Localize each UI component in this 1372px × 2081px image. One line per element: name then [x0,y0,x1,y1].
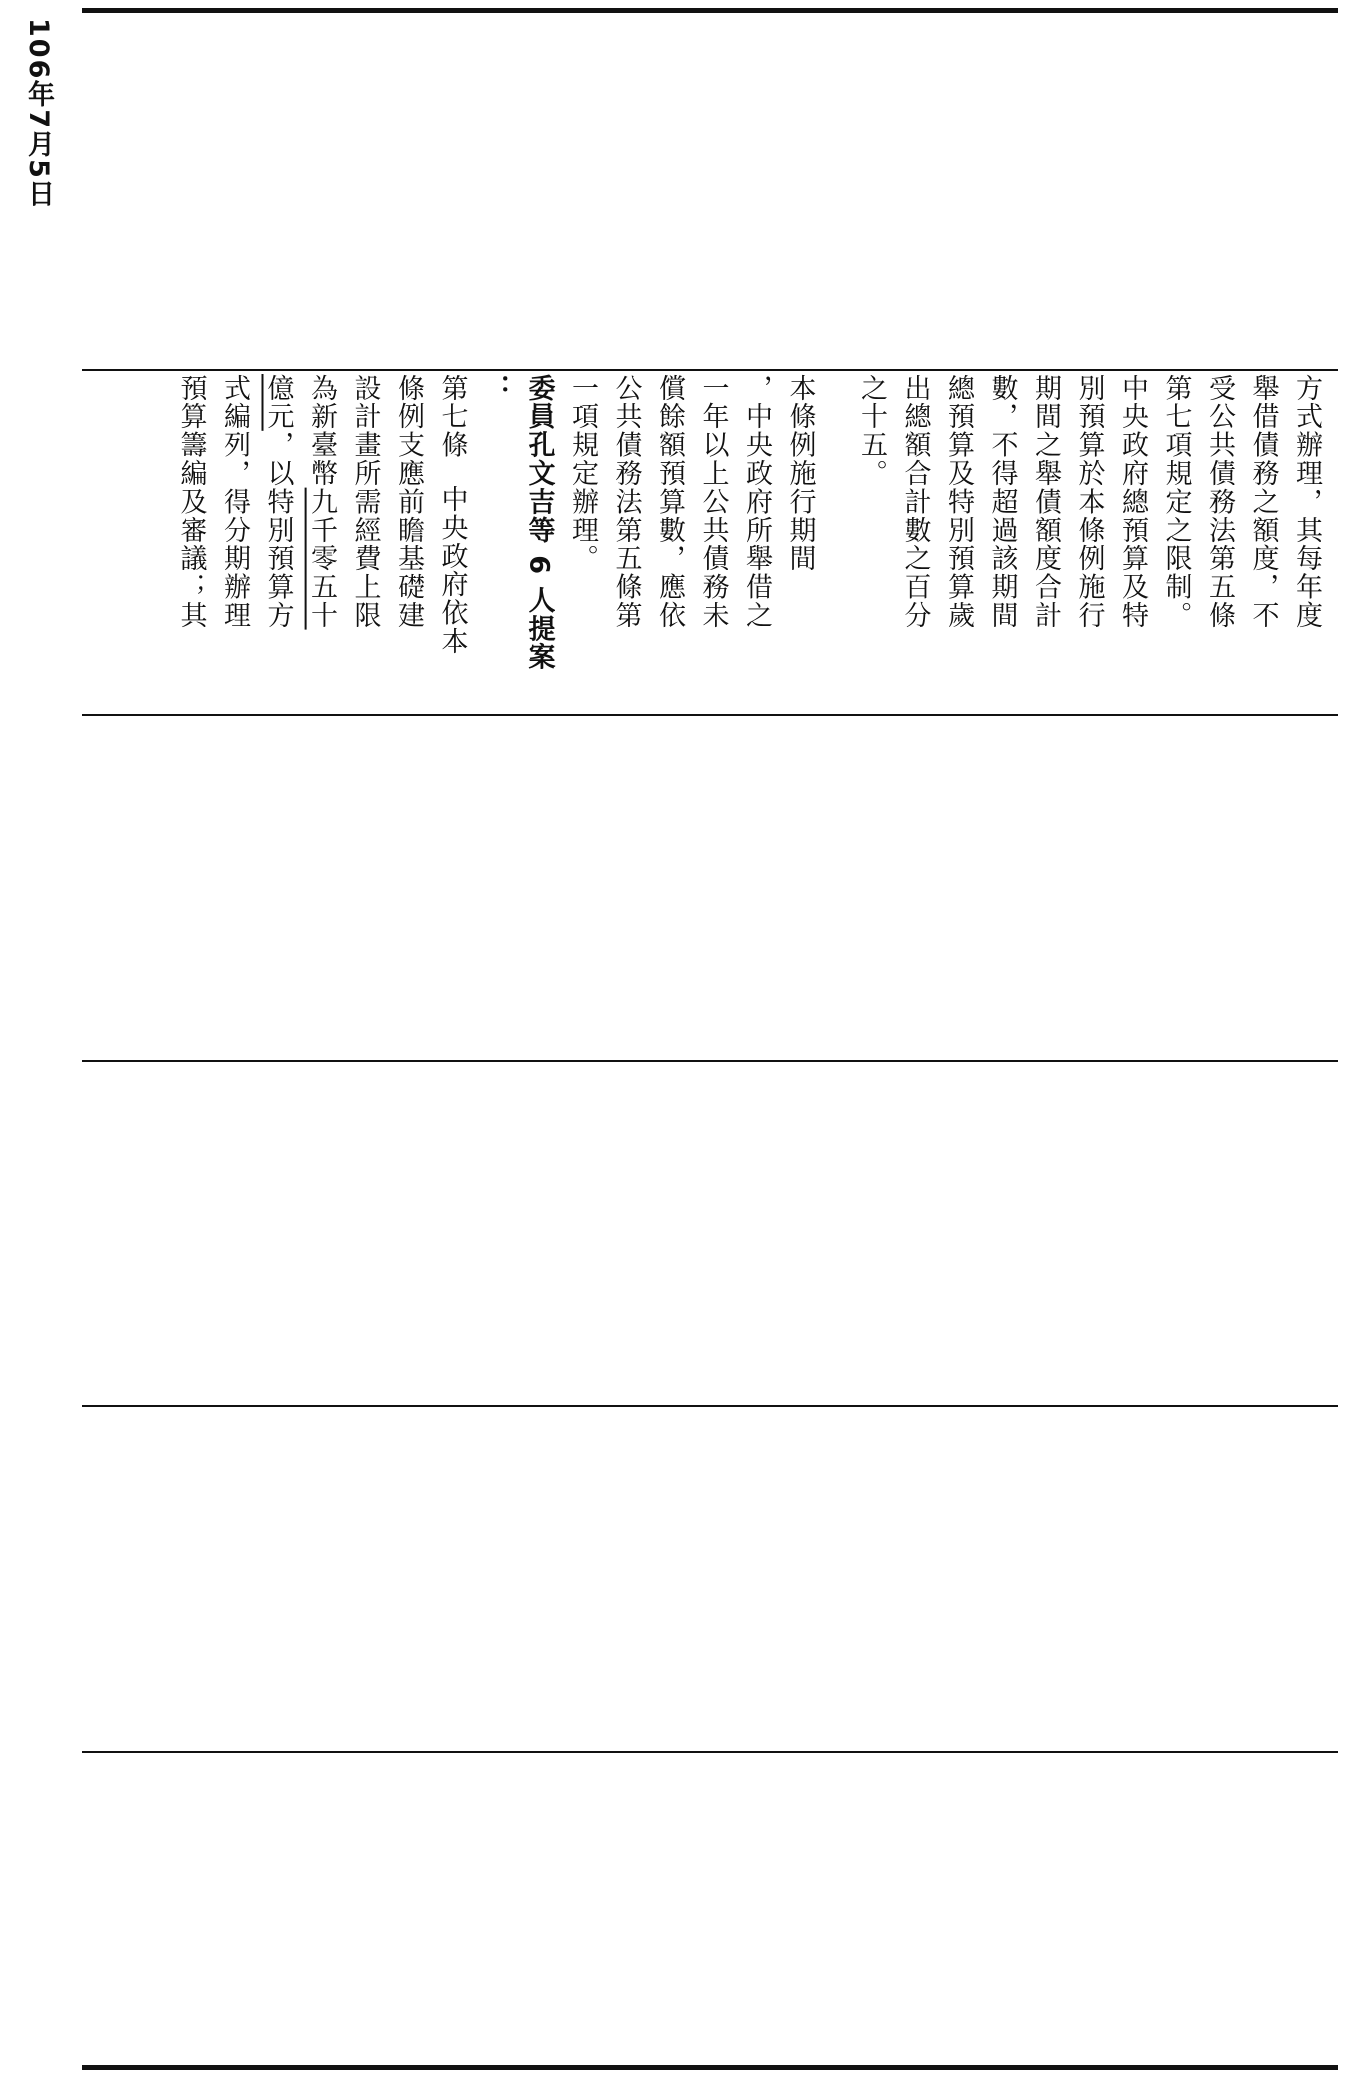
text-column: 期間之舉債額度合計 [1030,374,1061,630]
text-column: 總預算及特別預算歲 [943,374,974,630]
proposer-heading: 委員孔文吉等 6 人提案 [523,374,555,672]
row-divider-1 [82,369,1338,371]
text-column: 出總額合計數之百分 [899,374,931,630]
text-column: 之十五。 [856,374,887,488]
text-column: 別預算於本條例施行 [1073,374,1105,630]
text-column: 式編列，得分期辦理 [219,374,250,630]
text-row-1 [86,374,1336,700]
amended-amount: 九千零五十 [306,487,337,630]
text-column: 預算籌編及審議；其 [175,374,207,630]
text-segment: ，以特別預算方 [262,430,294,630]
text-column: 償餘額預算數，應依 [654,374,685,630]
text-column: 設計畫所需經費上限 [349,374,381,630]
row-divider-3 [82,1060,1338,1062]
text-column: 舉借債務之額度，不 [1247,374,1279,630]
text-column: 中央政府總預算及特 [1117,374,1148,630]
row-divider-4 [82,1405,1338,1407]
row-divider-5 [82,1751,1338,1753]
article-text: 中央政府依本 [436,485,468,656]
text-column: 條例支應前瞻基礎建 [393,374,424,630]
page-date-header: 106年7月5日 [23,18,54,209]
text-column-indented: 本條例施行期間 [784,374,816,573]
text-column: 受公共債務法第五條 [1204,374,1235,630]
row-divider-2 [82,714,1338,716]
page-top-rule [82,8,1338,13]
article-label: 第七條 [436,374,468,460]
text-column: 一項規定辦理。 [567,374,598,573]
text-column: ，中央政府所舉借之 [741,374,772,630]
amended-amount-unit: 億元 [262,374,294,431]
text-column-with-amendment [300,374,344,700]
text-column: 一年以上公共債務未 [697,374,729,630]
article-seven-first-column [430,374,474,700]
text-column-with-amendment [256,374,300,700]
text-column: 公共債務法第五條第 [610,374,642,630]
text-column: 第七項規定之限制。 [1160,374,1192,630]
vertical-text-columns [169,374,1328,700]
proposer-colon: ： [480,374,511,403]
page-bottom-rule [82,2065,1338,2070]
text-column: 數，不得超過該期間 [986,374,1018,630]
text-segment: 為新臺幣 [306,374,337,488]
text-column: 方式辦理，其每年度 [1291,374,1322,630]
